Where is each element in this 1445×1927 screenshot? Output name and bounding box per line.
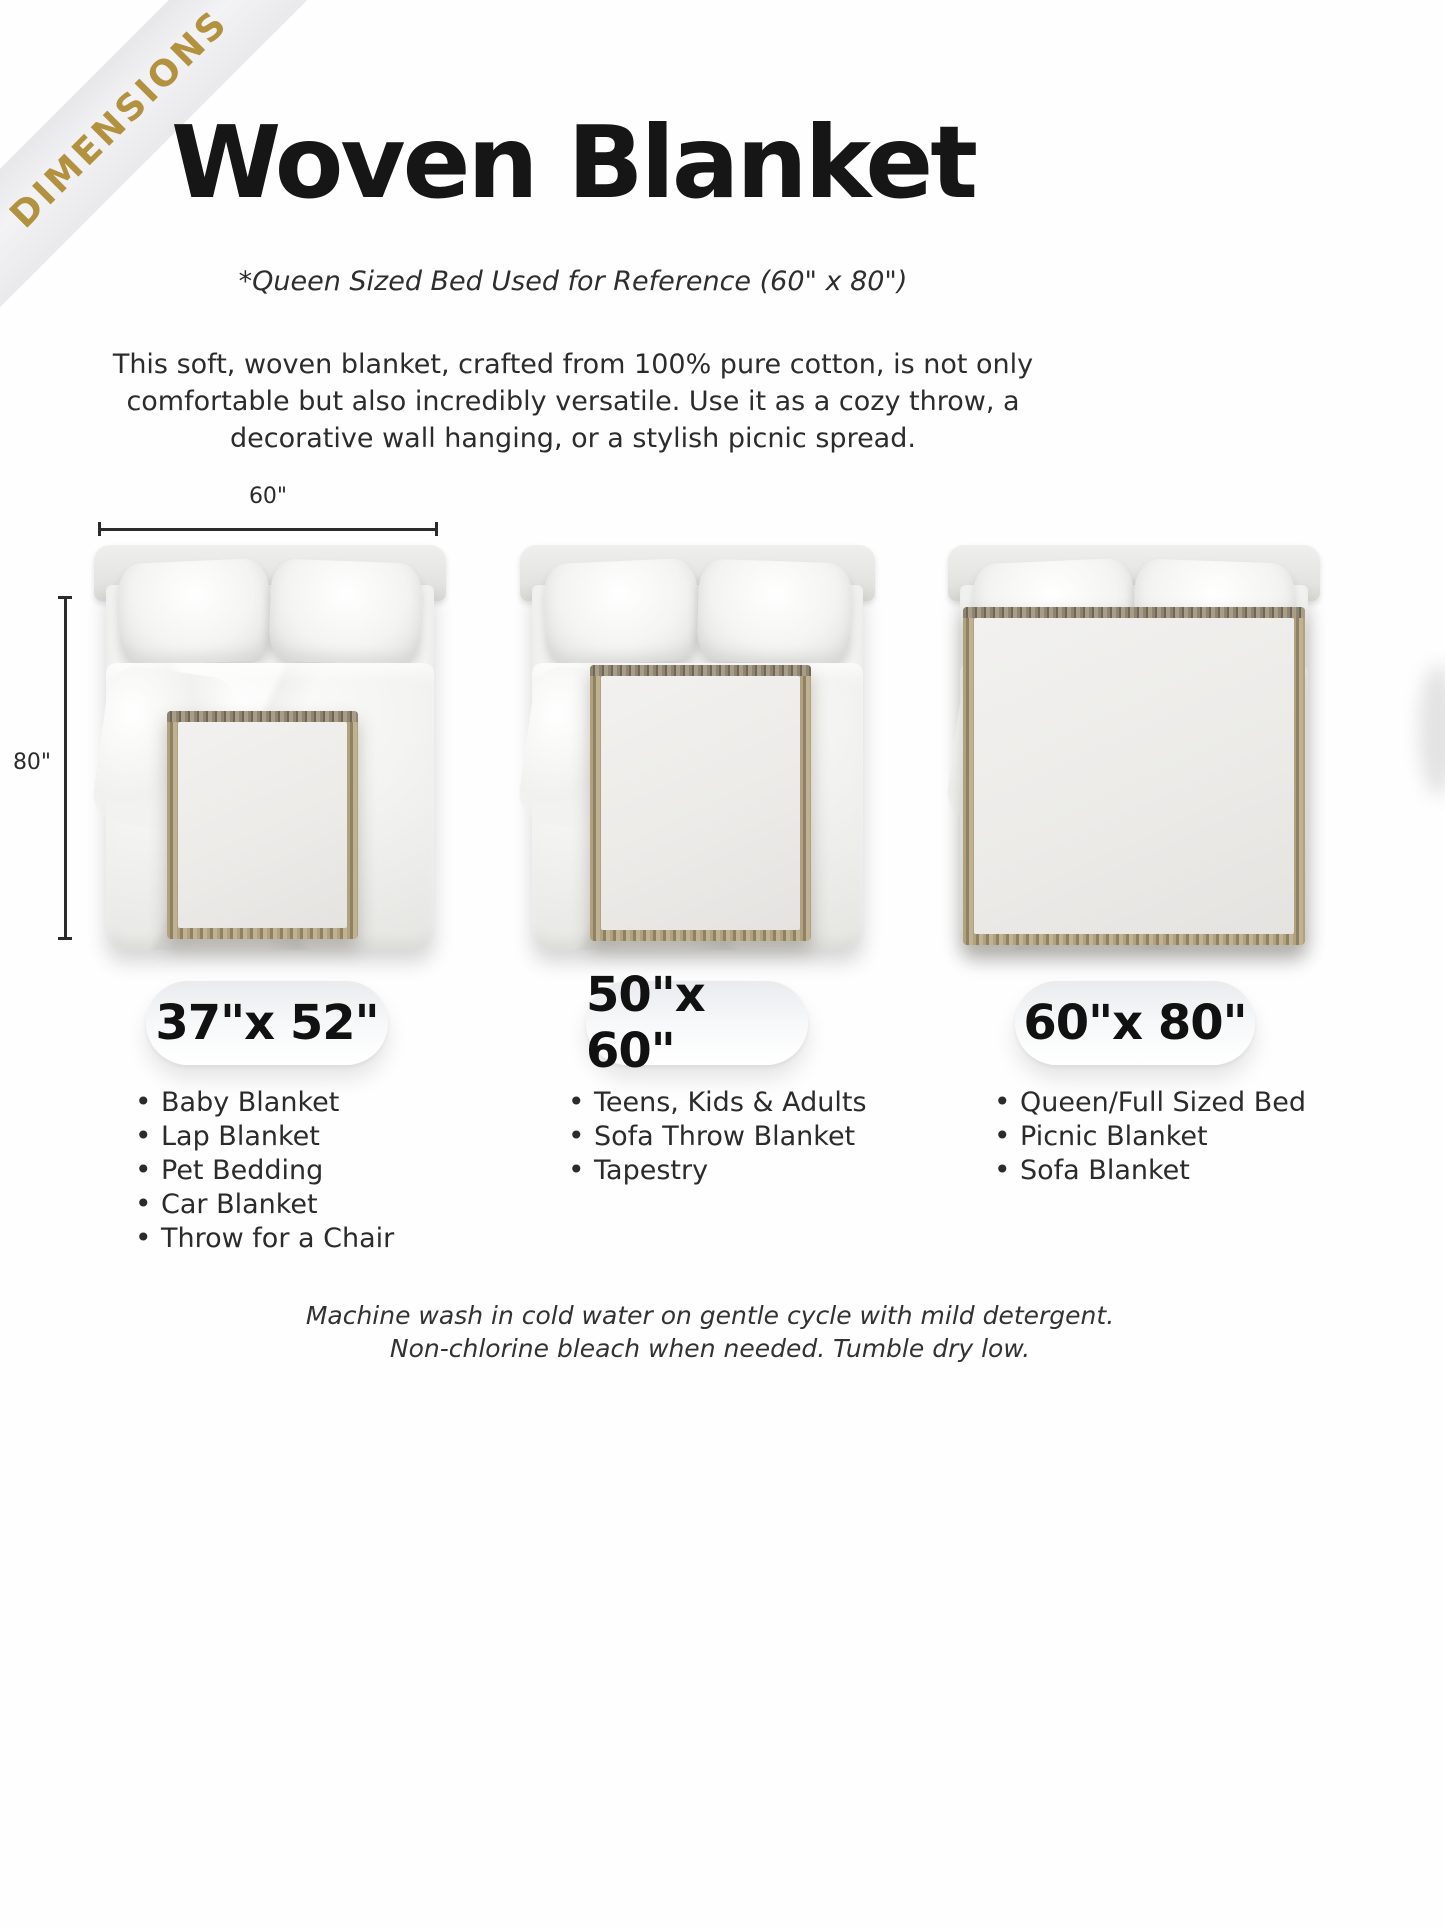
woven-blanket-50x60 — [590, 665, 811, 941]
pillow-right — [696, 558, 852, 665]
size-badge-60x80: 60"x 80" — [1015, 981, 1255, 1065]
ribbon-label: DIMENSIONS — [2, 2, 236, 236]
pillow-left — [543, 558, 700, 667]
care-instructions — [0, 1299, 1420, 1365]
list-item: • Car Blanket — [133, 1188, 433, 1222]
bed-illustration-50x60 — [520, 545, 875, 950]
pillow-right — [268, 558, 423, 665]
list-item: • Picnic Blanket — [992, 1120, 1322, 1154]
uses-list-37x52 — [133, 1086, 433, 1256]
care-line: Non-chlorine bleach when needed. Tumble dry low. — [389, 1334, 1031, 1363]
uses-list-60x80 — [992, 1086, 1322, 1188]
list-item: • Throw for a Chair — [133, 1222, 433, 1256]
list-item: • Sofa Throw Blanket — [566, 1120, 886, 1154]
pillow-left — [116, 558, 272, 667]
list-item: • Tapestry — [566, 1154, 886, 1188]
product-description — [0, 346, 1146, 457]
care-line: Machine wash in cold water on gentle cycle with mild detergent. — [305, 1301, 1115, 1330]
bed-width-label: 60" — [248, 484, 288, 509]
list-item: • Baby Blanket — [133, 1086, 433, 1120]
list-item: • Sofa Blanket — [992, 1154, 1322, 1188]
woven-blanket-60x80 — [963, 607, 1305, 945]
list-item: • Lap Blanket — [133, 1120, 433, 1154]
bed-illustration-60x80 — [948, 545, 1320, 950]
width-dimension-arrow-icon — [98, 522, 438, 536]
reference-note: *Queen Sized Bed Used for Reference (60" x 80") — [238, 266, 908, 297]
description-line: decorative wall hanging, or a stylish picnic spread. — [230, 423, 916, 454]
list-item: • Queen/Full Sized Bed — [992, 1086, 1322, 1120]
bed-illustration-37x52 — [94, 545, 446, 950]
size-badge-50x60: 50"x 60" — [586, 981, 808, 1065]
list-item: • Teens, Kids & Adults — [566, 1086, 886, 1120]
woven-blanket-37x52 — [167, 711, 358, 939]
height-dimension-arrow-icon — [58, 596, 72, 940]
description-line: comfortable but also incredibly versatile. Use it as a cozy throw, a — [126, 386, 1020, 417]
description-line: This soft, woven blanket, crafted from 100% pure cotton, is not only — [112, 349, 1034, 380]
size-badge-37x52: 37"x 52" — [146, 981, 388, 1065]
page-title: Woven Blanket — [170, 104, 976, 221]
bed-height-label: 80" — [12, 750, 52, 775]
uses-list-50x60 — [566, 1086, 886, 1188]
list-item: • Pet Bedding — [133, 1154, 433, 1188]
cropped-image-edge — [1419, 664, 1445, 796]
